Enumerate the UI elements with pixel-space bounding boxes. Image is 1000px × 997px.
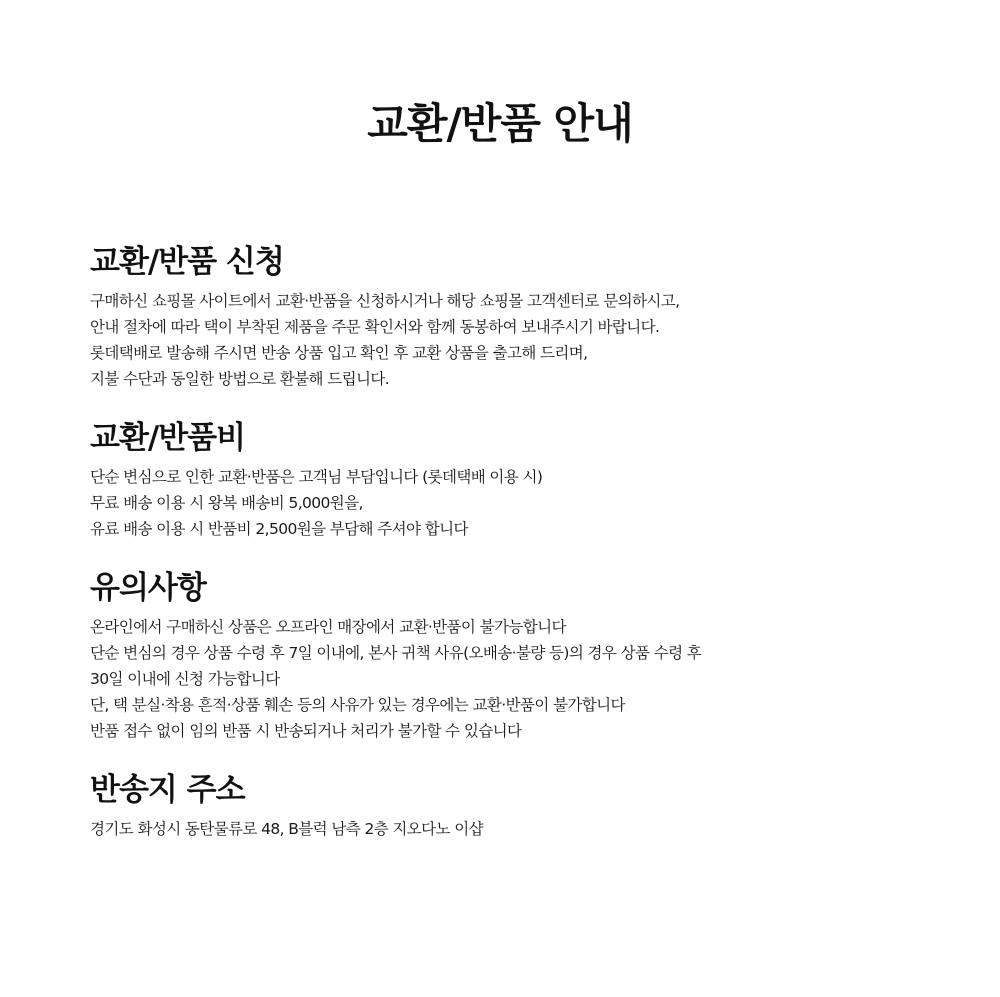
body-line: 유료 배송 이용 시 반품비 2,500원을 부담해 주셔야 합니다 bbox=[90, 520, 468, 538]
body-line: 온라인에서 구매하신 상품은 오프라인 매장에서 교환·반품이 불가능합니다 bbox=[90, 618, 566, 636]
section-body bbox=[90, 464, 910, 542]
section-body bbox=[90, 816, 910, 842]
body-line: 무료 배송 이용 시 왕복 배송비 5,000원을, bbox=[90, 494, 363, 512]
section-heading: 교환/반품비 bbox=[90, 420, 246, 456]
body-line: 단순 변심의 경우 상품 수령 후 7일 이내에, 본사 귀책 사유(오배송·불량 등)의 경우 상품 수령 후 bbox=[90, 644, 702, 662]
body-line: 반품 접수 없이 임의 반품 시 반송되거나 처리가 불가할 수 있습니다 bbox=[90, 722, 522, 740]
body-line: 지불 수단과 동일한 방법으로 환불해 드립니다. bbox=[90, 370, 390, 388]
body-line: 안내 절차에 따라 택이 부착된 제품을 주문 확인서와 함께 동봉하여 보내주시기 바랍니다. bbox=[90, 318, 660, 336]
section-heading: 교환/반품 신청 bbox=[90, 244, 284, 280]
section-notice bbox=[90, 566, 910, 744]
section-heading: 유의사항 bbox=[90, 570, 206, 606]
body-line: 단, 택 분실·착용 흔적·상품 훼손 등의 사유가 있는 경우에는 교환·반품이 불가합니다 bbox=[90, 696, 625, 714]
body-line: 구매하신 쇼핑몰 사이트에서 교환·반품을 신청하시거나 해당 쇼핑몰 고객센터로 문의하시고, bbox=[90, 292, 680, 310]
section-exchange-return-request bbox=[90, 240, 910, 392]
page-title: 교환/반품 안내 bbox=[367, 99, 633, 148]
section-body bbox=[90, 614, 910, 744]
section-body bbox=[90, 288, 910, 392]
body-line: 롯데택배로 발송해 주시면 반송 상품 입고 확인 후 교환 상품을 출고해 드리며, bbox=[90, 344, 588, 362]
section-heading: 반송지 주소 bbox=[90, 772, 245, 808]
section-exchange-return-fee bbox=[90, 416, 910, 542]
return-address-text: 경기도 화성시 동탄물류로 48, B블럭 남측 2층 지오다노 이샵 bbox=[90, 820, 483, 838]
section-return-address bbox=[90, 768, 910, 842]
body-line: 단순 변심으로 인한 교환·반품은 고객님 부담입니다 (롯데택배 이용 시) bbox=[90, 468, 543, 486]
body-line: 30일 이내에 신청 가능합니다 bbox=[90, 670, 280, 688]
